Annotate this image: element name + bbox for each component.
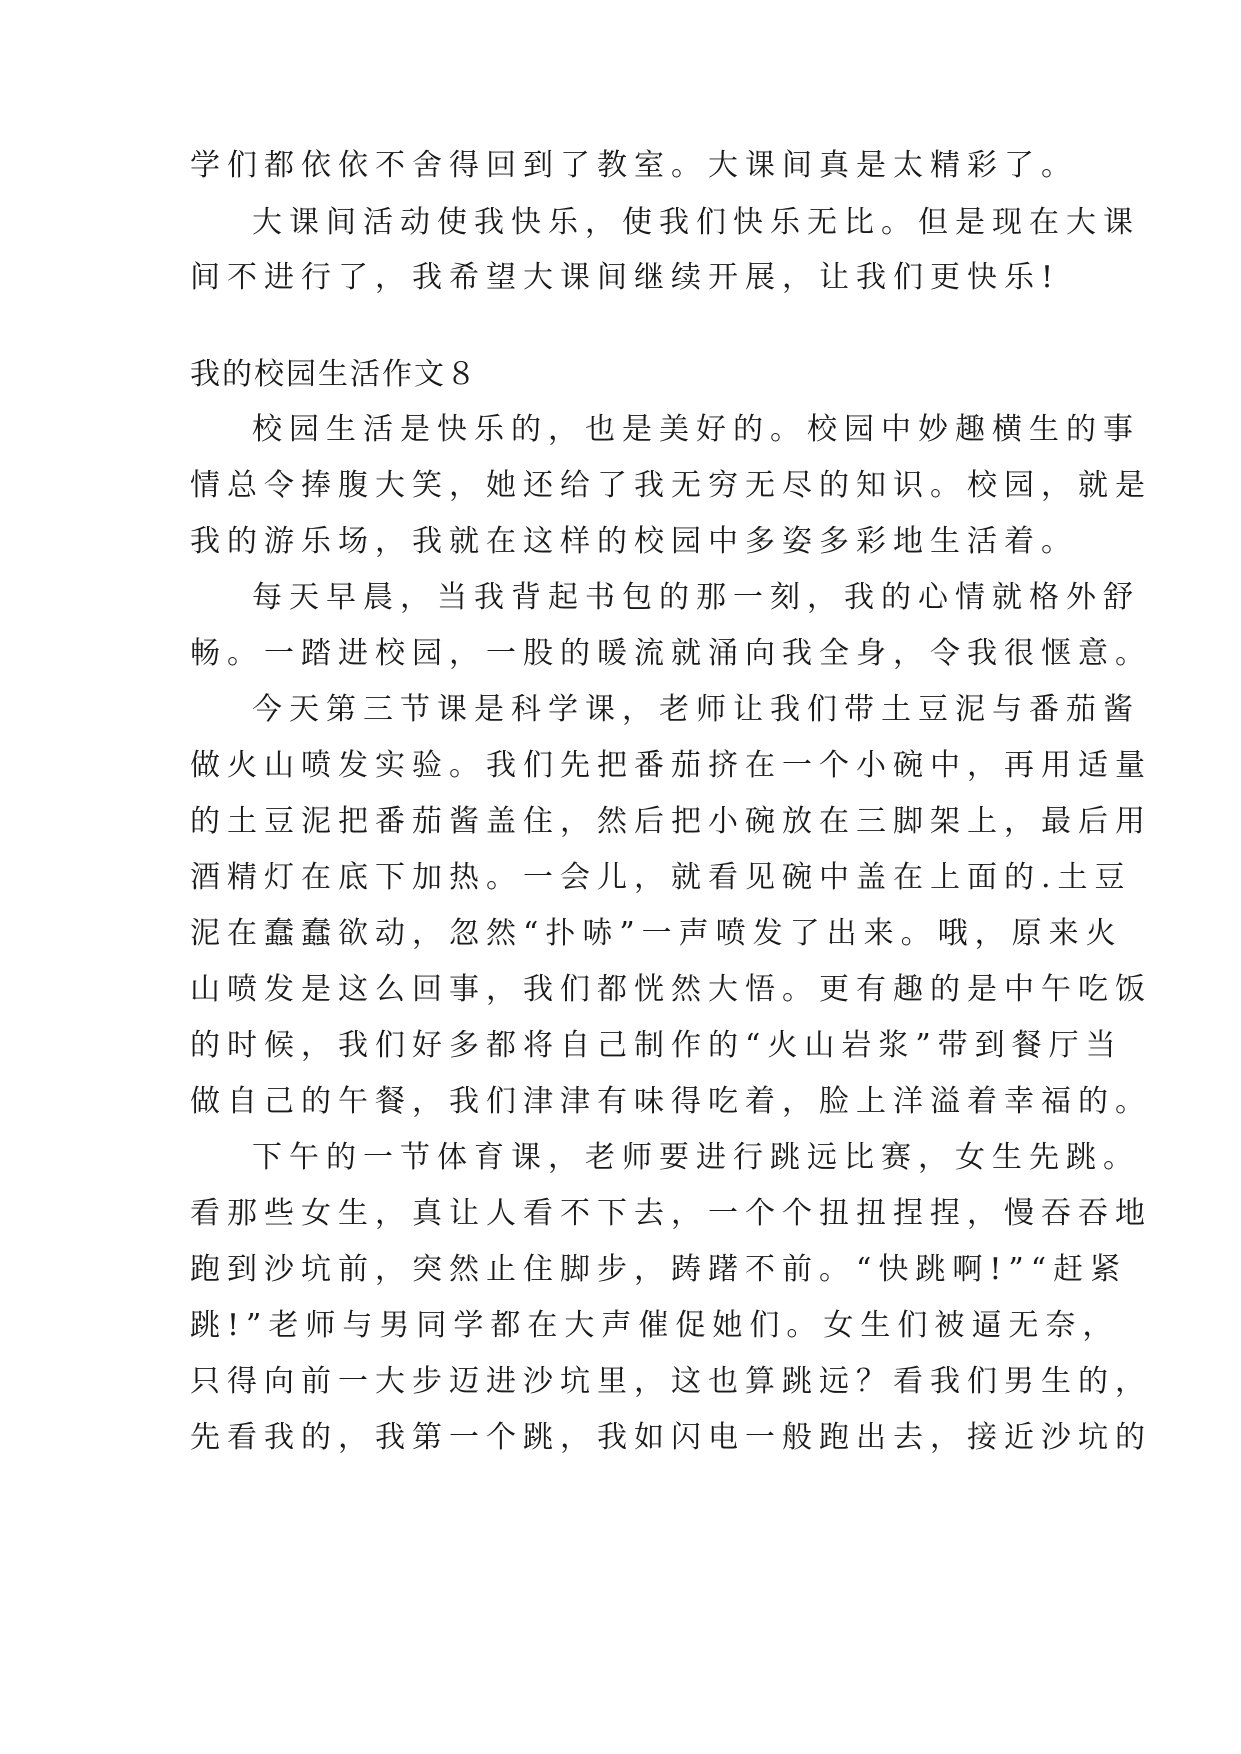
text-line: 的土豆泥把番茄酱盖住，然后把小碗放在三脚架上，最后用 — [190, 804, 1152, 839]
text-line: 泥在蠢蠢欲动，忽然“扑哧”一声喷发了出来。哦，原来火 — [190, 916, 1123, 951]
text-line: 看那些女生，真让人看不下去，一个个扭扭捏捏，慢吞吞地 — [190, 1196, 1152, 1231]
text-line: 跳!”老师与男同学都在大声催促她们。女生们被逼无奈， — [190, 1308, 1120, 1343]
paragraph-first-line: 今天第三节课是科学课，老师让我们带土豆泥与番茄酱 — [252, 692, 1140, 727]
text-line: 只得向前一大步迈进沙坑里，这也算跳远？看我们男生的， — [190, 1364, 1152, 1399]
paragraph-first-line: 下午的一节体育课，老师要进行跳远比赛，女生先跳。 — [252, 1140, 1140, 1175]
paragraph-first-line: 校园生活是快乐的，也是美好的。校园中妙趣横生的事 — [252, 412, 1140, 447]
text-line: 学们都依依不舍得回到了教室。大课间真是太精彩了。 — [190, 148, 1078, 183]
text-line: 情总令捧腹大笑，她还给了我无穷无尽的知识。校园，就是 — [190, 468, 1152, 503]
text-line: 做火山喷发实验。我们先把番茄挤在一个小碗中，再用适量 — [190, 748, 1152, 783]
section-heading: 我的校园生活作文８ — [190, 357, 478, 392]
text-line: 跑到沙坑前，突然止住脚步，踌躇不前。“快跳啊!”“赶紧 — [190, 1252, 1128, 1287]
text-line: 的时候，我们好多都将自己制作的“火山岩浆”带到餐厅当 — [190, 1028, 1123, 1063]
text-line: 我的游乐场，我就在这样的校园中多姿多彩地生活着。 — [190, 524, 1078, 559]
text-line: 山喷发是这么回事，我们都恍然大悟。更有趣的是中午吃饭 — [190, 972, 1152, 1007]
text-line: 酒精灯在底下加热。一会儿，就看见碗中盖在上面的.土豆 — [190, 860, 1132, 895]
text-line: 畅。一踏进校园，一股的暖流就涌向我全身，令我很惬意。 — [190, 636, 1152, 671]
text-line: 做自己的午餐，我们津津有味得吃着，脸上洋溢着幸福的。 — [190, 1084, 1152, 1119]
text-line: 先看我的，我第一个跳，我如闪电一般跑出去，接近沙坑的 — [190, 1420, 1152, 1455]
paragraph-first-line: 每天早晨，当我背起书包的那一刻，我的心情就格外舒 — [252, 580, 1140, 615]
paragraph-first-line: 大课间活动使我快乐，使我们快乐无比。但是现在大课 — [252, 205, 1140, 240]
text-line: 间不进行了，我希望大课间继续开展，让我们更快乐! — [190, 260, 1061, 295]
